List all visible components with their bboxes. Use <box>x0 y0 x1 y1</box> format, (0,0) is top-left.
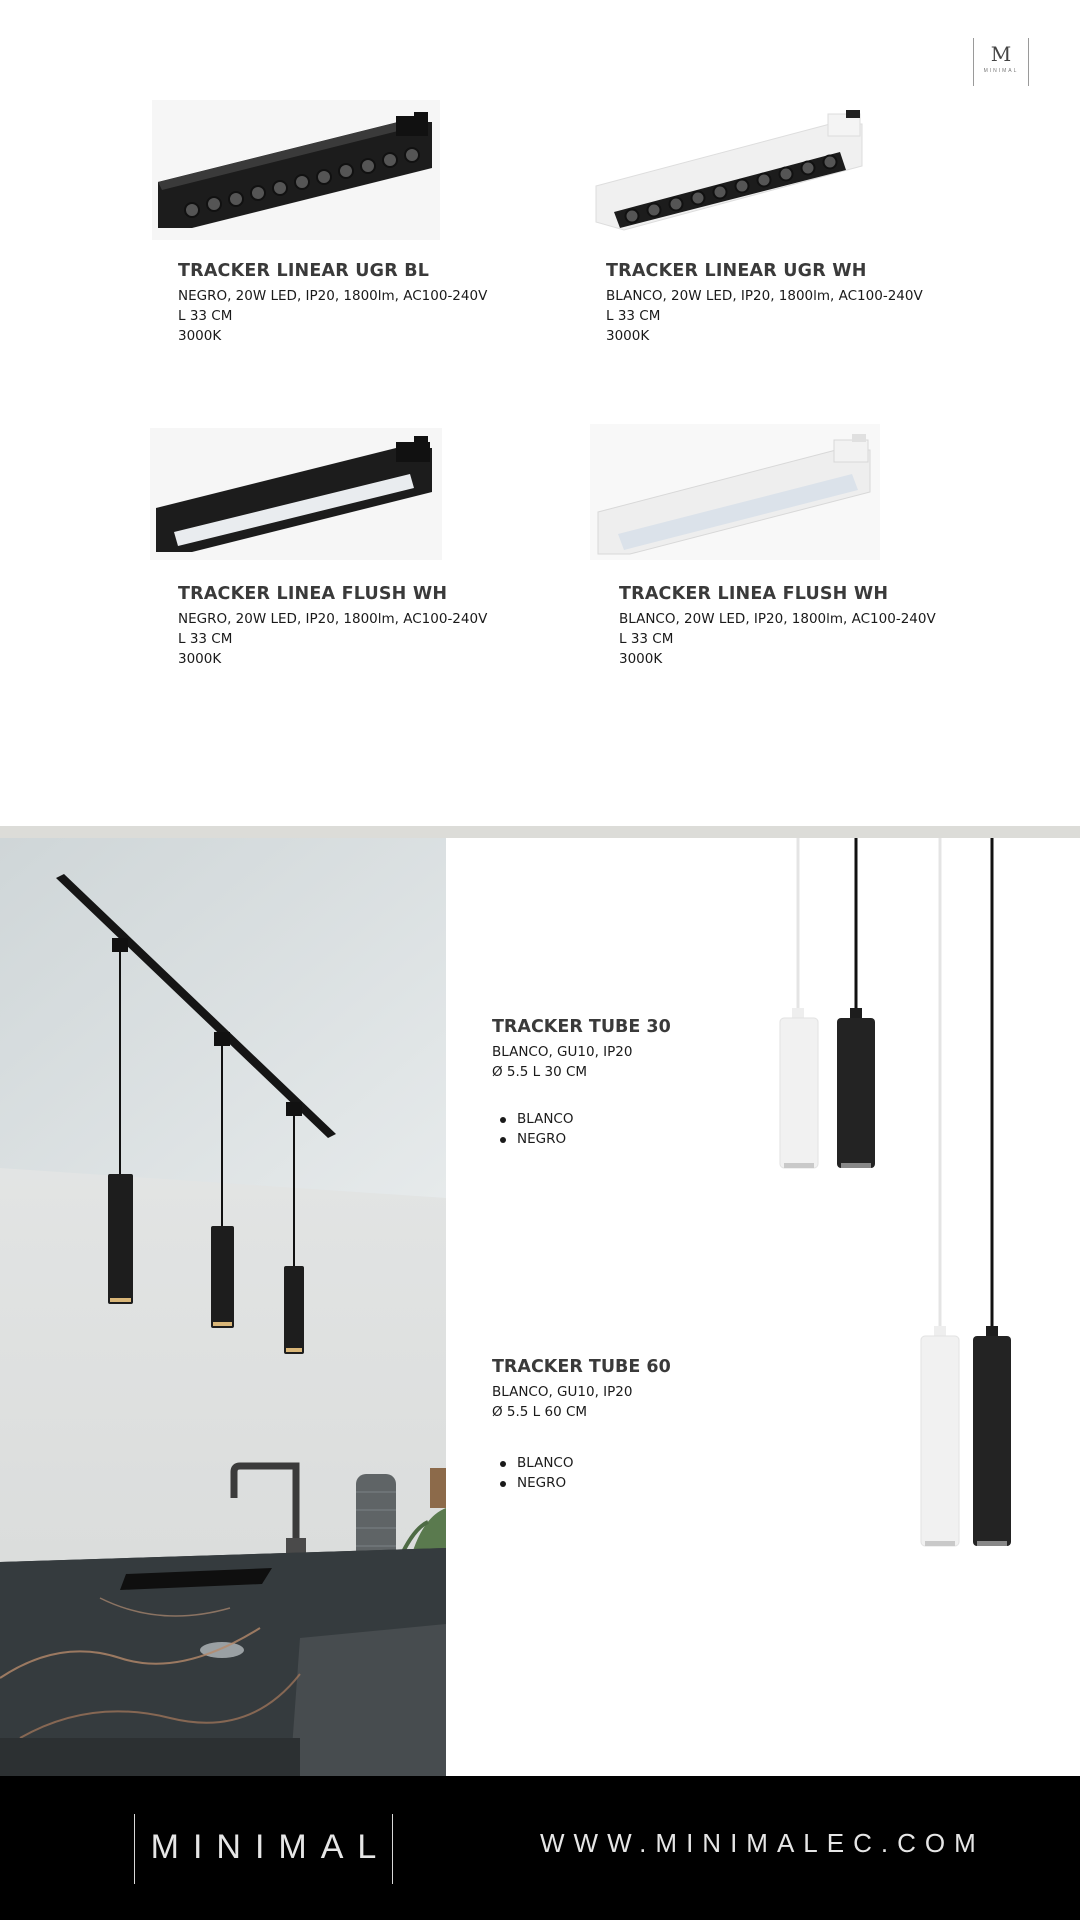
product-size: Ø 5.5 L 30 CM <box>492 1064 588 1080</box>
product-size: L 33 CM <box>178 308 233 324</box>
product-spec: NEGRO, 20W LED, IP20, 1800lm, AC100-240V <box>178 611 488 627</box>
lifestyle-photo-kitchen <box>0 838 446 1776</box>
brand-logo-letter: M <box>990 42 1012 66</box>
product-temp: 3000K <box>178 651 222 667</box>
color-option: NEGRO <box>517 1131 567 1147</box>
color-option: BLANCO <box>517 1111 574 1127</box>
color-option: BLANCO <box>517 1455 574 1471</box>
product-title: TRACKER TUBE 30 <box>492 1017 671 1037</box>
footer-logo-text: MINIMAL <box>150 1828 391 1866</box>
brand-logo-word: MINIMAL <box>983 68 1019 74</box>
product-temp: 3000K <box>178 328 222 344</box>
product-title: TRACKER LINEA FLUSH WH <box>178 584 448 604</box>
product-size: L 33 CM <box>606 308 661 324</box>
product-image-linear-ugr-black <box>152 100 440 240</box>
product-image-tube-30 <box>770 838 890 1178</box>
product-size: L 33 CM <box>619 631 674 647</box>
product-image-linea-flush-white <box>590 424 880 560</box>
product-title: TRACKER TUBE 60 <box>492 1357 671 1377</box>
product-spec: BLANCO, 20W LED, IP20, 1800lm, AC100-240V <box>606 288 923 304</box>
product-title: TRACKER LINEAR UGR WH <box>606 261 867 281</box>
product-temp: 3000K <box>606 328 650 344</box>
product-image-linea-flush-black <box>150 428 442 560</box>
product-size: Ø 5.5 L 60 CM <box>492 1404 588 1420</box>
color-option: NEGRO <box>517 1475 567 1491</box>
product-spec: NEGRO, 20W LED, IP20, 1800lm, AC100-240V <box>178 288 488 304</box>
product-spec: BLANCO, 20W LED, IP20, 1800lm, AC100-240V <box>619 611 936 627</box>
product-title: TRACKER LINEA FLUSH WH <box>619 584 889 604</box>
product-spec: BLANCO, GU10, IP20 <box>492 1384 633 1400</box>
website-link[interactable]: WWW.MINIMALEC.COM <box>540 1828 985 1858</box>
product-title: TRACKER LINEAR UGR BL <box>178 261 430 281</box>
product-image-linear-ugr-white <box>590 100 870 240</box>
product-image-tube-60 <box>912 838 1022 1550</box>
product-spec: BLANCO, GU10, IP20 <box>492 1044 633 1060</box>
footer <box>0 1776 1080 1920</box>
product-temp: 3000K <box>619 651 663 667</box>
brand-logo-top <box>973 38 1029 86</box>
section-divider <box>0 826 1080 838</box>
product-size: L 33 CM <box>178 631 233 647</box>
footer-logo <box>134 1814 393 1884</box>
